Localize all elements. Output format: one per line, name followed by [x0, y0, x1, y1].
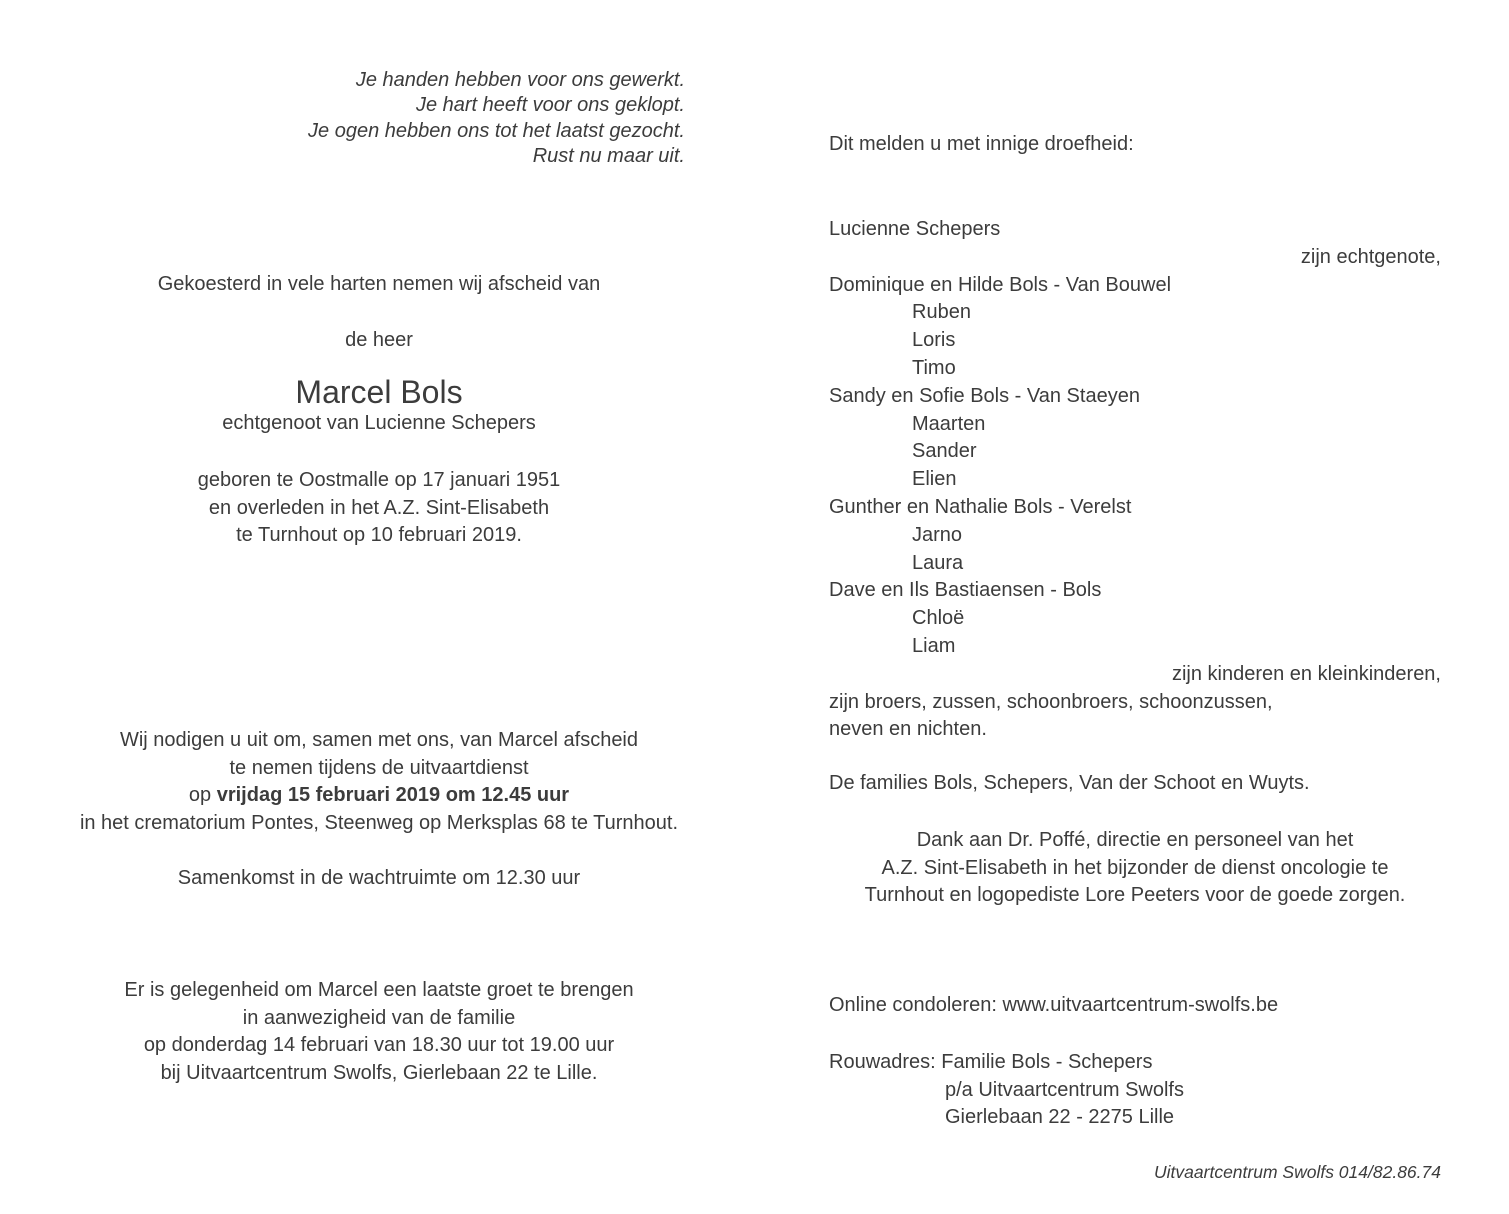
children-role: zijn kinderen en kleinkinderen, — [1171, 662, 1441, 685]
family-list — [829, 216, 1509, 744]
family-parents: Sandy en Sofie Bols - Van Staeyen — [829, 384, 1140, 407]
spouse-line: echtgenoot van Lucienne Schepers — [222, 412, 536, 434]
family-parents: Dave en Ils Bastiaensen - Bols — [829, 579, 1102, 602]
deceased-name: Marcel Bols — [295, 374, 463, 410]
address-line — [829, 1049, 1184, 1077]
viewing-line: op donderdag 14 februari van 18.30 uur tot 19.00 uur — [143, 1034, 615, 1057]
address-line: p/a Uitvaartcentrum Swolfs — [945, 1078, 1184, 1101]
service-datetime: vrijdag 15 februari 2019 om 12.45 uur — [216, 784, 570, 807]
poem-line: Rust nu maar uit. — [532, 144, 685, 167]
grandchild: Laura — [912, 551, 964, 574]
mourning-address — [829, 1049, 1184, 1132]
relatives-line: zijn broers, zussen, schoonbroers, schoonzussen, — [829, 690, 1273, 713]
grandchild: Liam — [912, 634, 956, 657]
poem-line: Je hart heeft voor ons geklopt. — [415, 94, 685, 117]
online-condolence: Online condoleren: www.uitvaartcentrum-swolfs.be — [829, 994, 1279, 1016]
grandchild: Jarno — [912, 523, 963, 546]
invitation — [60, 727, 698, 837]
invitation-line — [60, 782, 698, 810]
announcement: Dit melden u met innige droefheid: — [829, 133, 1134, 155]
grandchild: Elien — [912, 468, 957, 491]
invitation-line: in het crematorium Pontes, Steenweg op Merksplas 68 te Turnhout. — [79, 811, 679, 834]
thanks — [829, 827, 1441, 910]
invitation-prefix: op — [188, 784, 217, 807]
invitation-line: te nemen tijdens de uitvaartdienst — [229, 756, 529, 779]
birth-death-line: te Turnhout op 10 februari 2019. — [236, 524, 522, 547]
footer-contact: Uitvaartcentrum Swolfs 014/82.86.74 — [1154, 1162, 1441, 1182]
thanks-line: A.Z. Sint-Elisabeth in het bijzonder de dienst oncologie te — [881, 856, 1389, 879]
address-line: Gierlebaan 22 - 2275 Lille — [945, 1106, 1175, 1129]
families-line: De families Bols, Schepers, Van der Schoot en Wuyts. — [829, 772, 1310, 794]
birth-death — [60, 467, 698, 550]
birth-death-line: en overleden in het A.Z. Sint-Elisabeth — [208, 496, 550, 519]
relatives-line: neven en nichten. — [829, 718, 987, 741]
grandchild: Sander — [912, 440, 977, 463]
grandchild: Loris — [912, 329, 956, 352]
birth-death-line: geboren te Oostmalle op 17 januari 1951 — [197, 469, 561, 491]
thanks-line: Dank aan Dr. Poffé, directie en personeel van het — [916, 829, 1354, 851]
poem-line: Je ogen hebben ons tot het laatst gezocht. — [308, 119, 685, 142]
address-name: Familie Bols - Schepers — [941, 1051, 1153, 1073]
honorific: de heer — [345, 329, 413, 351]
poem — [200, 68, 685, 169]
intro-text: Gekoesterd in vele harten nemen wij afscheid van — [157, 273, 601, 295]
viewing-info — [60, 977, 698, 1087]
family-parents: Gunther en Nathalie Bols - Verelst — [829, 495, 1132, 518]
poem-line: Je handen hebben voor ons gewerkt. — [355, 69, 685, 91]
spouse-name: Lucienne Schepers — [829, 218, 1001, 240]
grandchild: Ruben — [912, 301, 971, 324]
grandchild: Timo — [912, 356, 956, 379]
viewing-line: Er is gelegenheid om Marcel een laatste groet te brengen — [124, 979, 634, 1001]
spouse-role: zijn echtgenote, — [1300, 245, 1441, 268]
viewing-line: in aanwezigheid van de familie — [242, 1006, 516, 1029]
address-label: Rouwadres: — [829, 1051, 942, 1073]
viewing-line: bij Uitvaartcentrum Swolfs, Gierlebaan 22 te Lille. — [160, 1061, 598, 1084]
grandchild: Maarten — [912, 412, 986, 435]
thanks-line: Turnhout en logopediste Lore Peeters voor de goede zorgen. — [864, 884, 1406, 907]
invitation-line: Wij nodigen u uit om, samen met ons, van Marcel afscheid — [119, 729, 639, 751]
grandchild: Chloë — [912, 607, 965, 630]
family-parents: Dominique en Hilde Bols - Van Bouwel — [829, 273, 1172, 296]
gathering-text: Samenkomst in de wachtruimte om 12.30 uur — [177, 867, 581, 889]
